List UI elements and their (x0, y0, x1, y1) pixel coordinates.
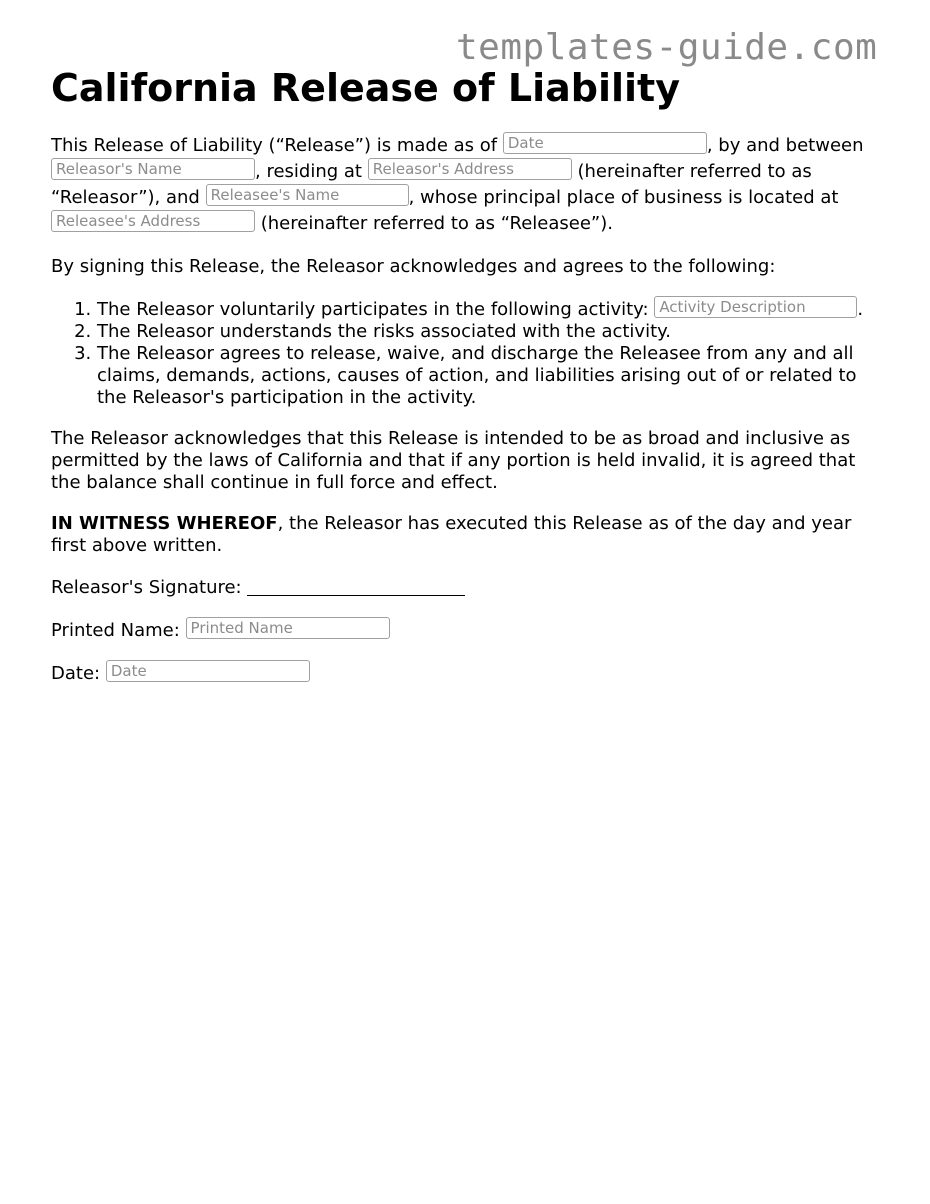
list-item (97, 296, 881, 321)
date-label: Date: (51, 663, 101, 684)
signature-label: Releasor's Signature: (51, 577, 242, 598)
witness-bold: IN WITNESS WHEREOF (51, 513, 278, 534)
date-row (51, 660, 881, 686)
list-item-text: The Releasor voluntarily participates in the following activity: (97, 299, 649, 320)
acknowledge-paragraph: By signing this Release, the Releasor acknowledges and agrees to the following: (51, 256, 776, 277)
printed-name-label: Printed Name: (51, 620, 180, 641)
intro-text-5: , whose principal place of business is located at (408, 187, 839, 208)
signature-date-field[interactable]: Date (106, 660, 310, 682)
releasor-name-field[interactable]: Releasor's Name (51, 158, 255, 180)
printed-name-row (51, 617, 881, 643)
activity-description-field[interactable]: Activity Description (654, 296, 857, 318)
list-item-end: . (857, 299, 864, 320)
releasor-address-field[interactable]: Releasor's Address (368, 158, 572, 180)
list-item: 3. The Releasor agrees to release, waive, and discharge the Releasee from any and all claims, demands, actions, causes of action, and liabilities arising out of or related to the Releasor's participation in the activity. (97, 343, 881, 409)
witness-text: , the Releasor has executed this Release as of the day and year first above written. (51, 513, 852, 556)
document-body (51, 132, 881, 686)
watermark: templates-guide.com (456, 27, 878, 68)
witness-paragraph (51, 513, 881, 557)
intro-paragraph (51, 132, 881, 236)
intro-text-1: This Release of Liability (“Release”) is made as of (51, 135, 498, 156)
signature-row (51, 576, 881, 600)
terms-list (51, 296, 881, 409)
intro-text-6: (hereinafter referred to as “Releasee”). (260, 213, 613, 234)
broad-paragraph: The Releasor acknowledges that this Release is intended to be as broad and inclusive as permitted by the laws of California and that if any portion is held invalid, it is agreed that the balance shall continue in full force and effect. (51, 428, 856, 493)
releasee-address-field[interactable]: Releasee's Address (51, 210, 255, 232)
intro-text-4: (hereinafter referred to as “Releasor”), and (51, 161, 812, 208)
releasee-name-field[interactable]: Releasee's Name (206, 184, 409, 206)
intro-text-2: , by and between (706, 135, 864, 156)
intro-text-3: , residing at (255, 161, 362, 182)
signature-line[interactable] (247, 578, 465, 596)
list-item: 2. The Releasor understands the risks associated with the activity. (97, 321, 881, 343)
printed-name-field[interactable]: Printed Name (186, 617, 390, 639)
page-title: California Release of Liability (51, 66, 680, 110)
date-field[interactable]: Date (503, 132, 707, 154)
